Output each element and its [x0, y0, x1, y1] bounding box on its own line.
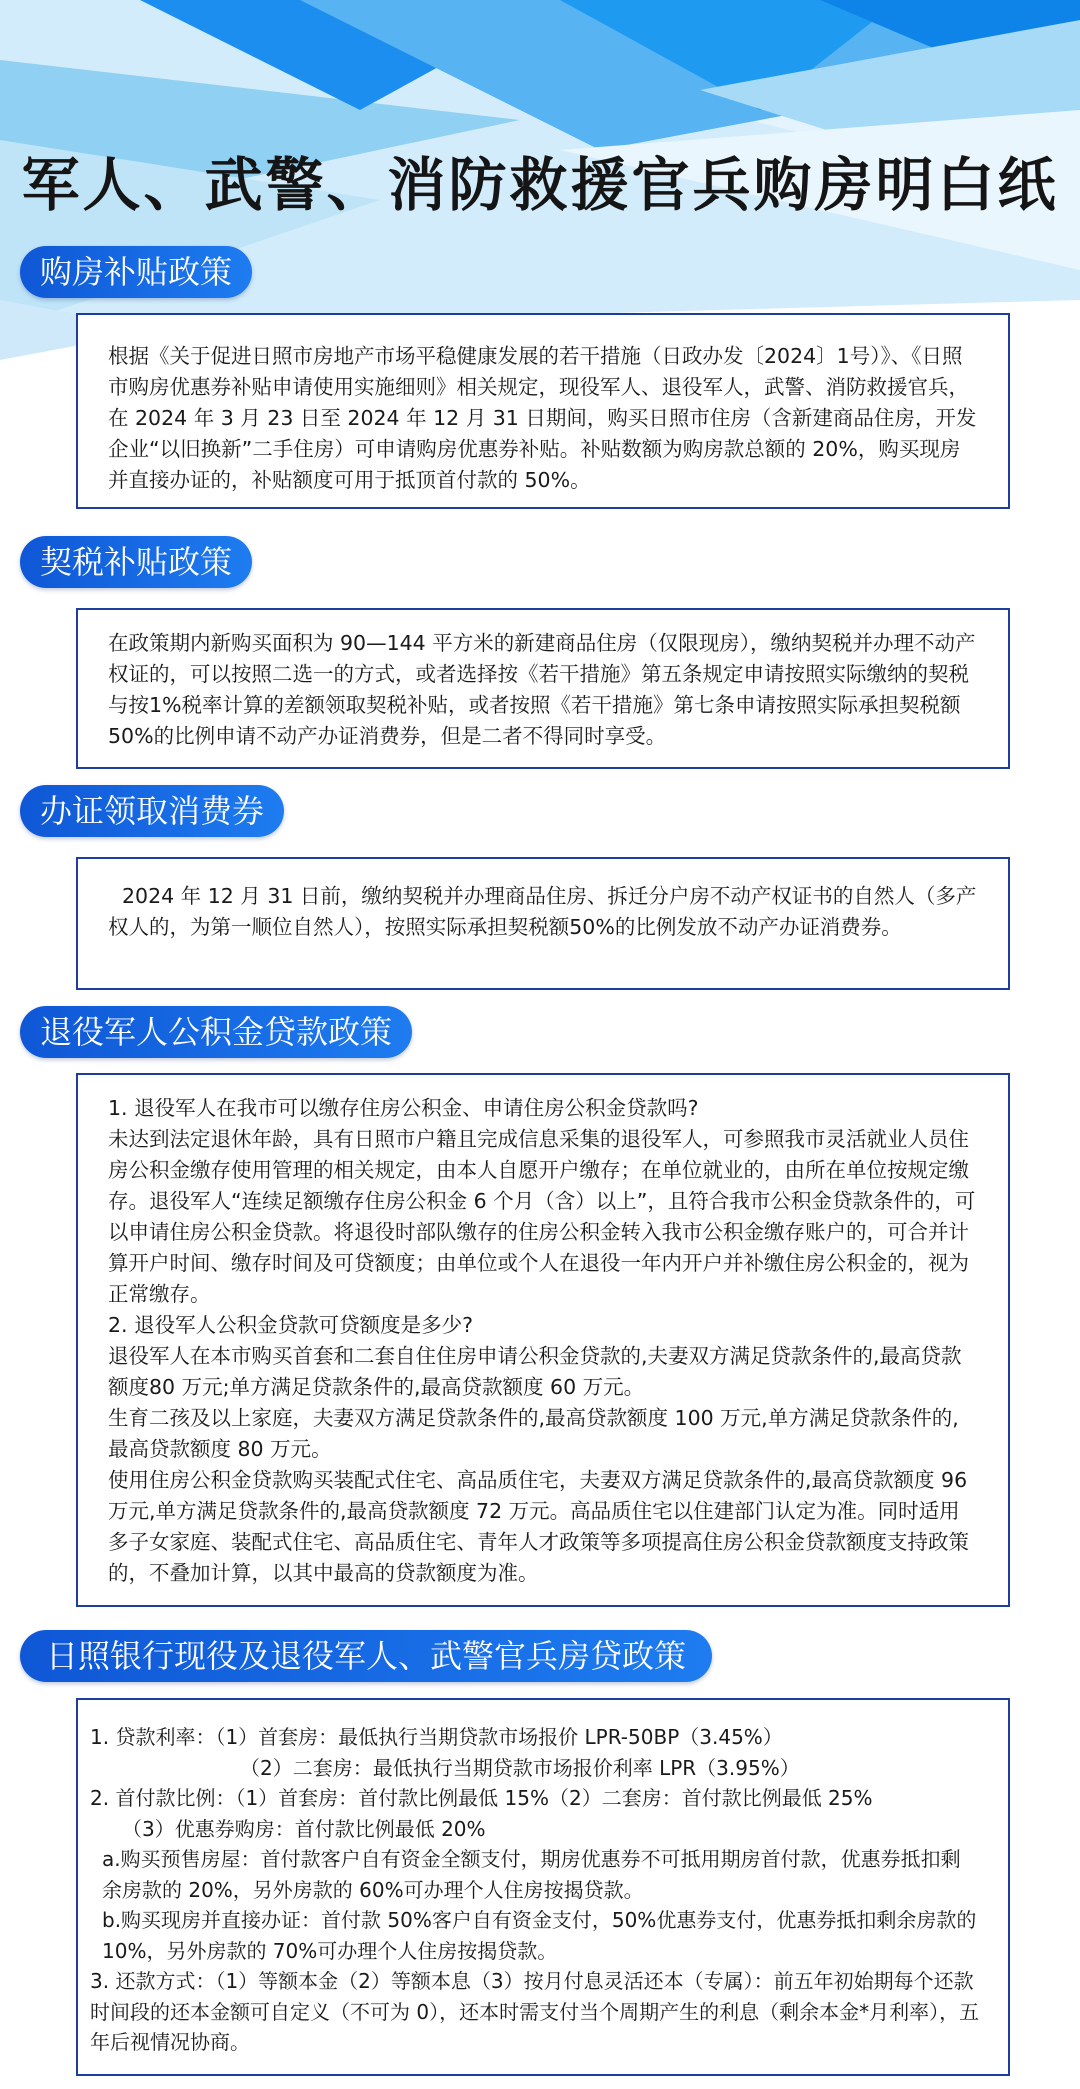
paragraph: 2024 年 12 月 31 日前，缴纳契税并办理商品住房、拆迁分户房不动产权证书的自然人（多产权人的，为第一顺位自然人），按照实际承担契税额50%的比例发放不动产办证消费券。: [108, 884, 977, 939]
section-body-purchase-subsidy: [76, 313, 1010, 509]
policy-line: a.购买预售房屋：首付款客户自有资金全额支付，期房优惠券不可抵用期房首付款，优惠券抵扣剩余房款的 20%，另外房款的 60%可办理个人住房按揭贷款。: [102, 1847, 961, 1902]
policy-line: 1. 贷款利率：（1）首套房：最低执行当期贷款市场报价 LPR-50BP（3.45%）: [90, 1725, 783, 1749]
section-heading-consumption-voucher: 办证领取消费券: [20, 785, 284, 837]
section-heading-purchase-subsidy: 购房补贴政策: [20, 246, 252, 298]
answer-1: 未达到法定退休年龄，具有日照市户籍且完成信息采集的退役军人，可参照我市灵活就业人员住房公积金缴存使用管理的相关规定，由本人自愿开户缴存；在单位就业的，由所在单位按规定缴存。退役军人“连续足额缴存住房公积金 6 个月（含）以上”，且符合我市公积金贷款条件的，可以申请住房公积金贷款。将退役时部队缴存的住房公积金转入我市公积金缴存账户的，可合并计算开户时间、缴存时间及可贷额度；由单位或个人在退役一年内开户并补缴住房公积金的，视为正常缴存。: [108, 1127, 976, 1306]
answer-2-paragraph: 生育二孩及以上家庭，夫妻双方满足贷款条件的,最高贷款额度 100 万元,单方满足贷款条件的,最高贷款额度 80 万元。: [108, 1406, 959, 1461]
section-heading-deed-tax-subsidy: 契税补贴政策: [20, 536, 252, 588]
page-title: 军人、武警、消防救援官兵购房明白纸: [21, 151, 1059, 219]
policy-line: b.购买现房并直接办证：首付款 50%客户自有资金支付，50%优惠券支付，优惠券抵扣剩余房款的10%，另外房款的 70%可办理个人住房按揭贷款。: [102, 1908, 977, 1963]
paragraph: 根据《关于促进日照市房地产市场平稳健康发展的若干措施（日政办发〔2024〕1号）》、《日照市购房优惠券补贴申请使用实施细则》相关规定，现役军人、退役军人，武警、消防救援官兵，在 2024 年 3 月 23 日至 2024 年 12 月 31 日期间，购买日照市住房（含新建商品住房，开发企业“以旧换新”二手住房）可申请购房优惠券补贴。补贴数额为购房款总额的 20%，购买现房并直接办证的，补贴额度可用于抵顶首付款的 50%。: [108, 344, 977, 492]
policy-line: （2）二套房：最低执行当期贷款市场报价利率 LPR（3.95%）: [240, 1755, 800, 1780]
section-body-bank-mortgage: [76, 1698, 1010, 2076]
policy-line: 2. 首付款比例：（1）首套房：首付款比例最低 15%（2）二套房：首付款比例最低 25%: [90, 1786, 873, 1810]
section-body-provident-fund-loan: [76, 1073, 1010, 1607]
section-heading-provident-fund-loan: 退役军人公积金贷款政策: [20, 1006, 412, 1058]
paragraph: 在政策期内新购买面积为 90—144 平方米的新建商品住房（仅限现房），缴纳契税并办理不动产权证的，可以按照二选一的方式，或者选择按《若干措施》第五条规定申请按照实际缴纳的契税与按1%税率计算的差额领取契税补贴，或者按照《若干措施》第七条申请按照实际承担契税额50%的比例申请不动产办证消费券，但是二者不得同时享受。: [108, 631, 976, 748]
policy-line: 3. 还款方式：（1）等额本金（2）等额本息（3）按月付息灵活还本（专属）：前五年初始期每个还款时间段的还本金额可自定义（不可为 0），还本时需支付当个周期产生的利息（剩余本金*月利率），五年后视情况协商。: [90, 1969, 980, 2054]
policy-line: （3）优惠券购房：首付款比例最低 20%: [122, 1816, 486, 1841]
section-body-consumption-voucher: [76, 857, 1010, 990]
answer-2-paragraph: 使用住房公积金贷款购买装配式住宅、高品质住宅，夫妻双方满足贷款条件的,最高贷款额度 96 万元,单方满足贷款条件的,最高贷款额度 72 万元。高品质住宅以住建部门认定为准。同时适用多子女家庭、装配式住宅、高品质住宅、青年人才政策等多项提高住房公积金贷款额度支持政策的，不叠加计算，以其中最高的贷款额度为准。: [108, 1468, 969, 1585]
answer-2-paragraph: 退役军人在本市购买首套和二套自住住房申请公积金贷款的,夫妻双方满足贷款条件的,最高贷款额度80 万元;单方满足贷款条件的,最高贷款额度 60 万元。: [108, 1344, 962, 1399]
question-2: 2. 退役军人公积金贷款可贷额度是多少?: [108, 1313, 473, 1337]
question-1: 1. 退役军人在我市可以缴存住房公积金、申请住房公积金贷款吗?: [108, 1096, 699, 1120]
section-heading-bank-mortgage: 日照银行现役及退役军人、武警官兵房贷政策: [20, 1630, 712, 1682]
section-body-deed-tax-subsidy: [76, 608, 1010, 769]
